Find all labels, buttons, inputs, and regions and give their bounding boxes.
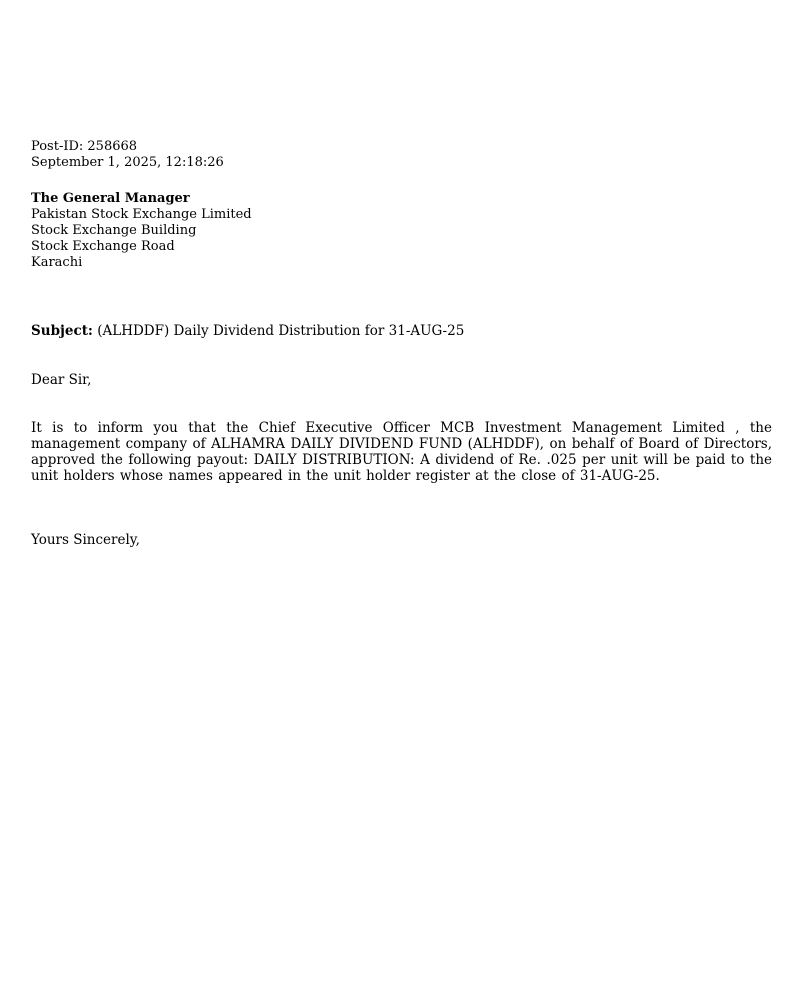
subject-line [31,323,772,340]
salutation: Dear Sir, [31,372,92,388]
closing: Yours Sincerely, [31,532,140,548]
body-paragraph: It is to inform you that the Chief Executive Officer MCB Investment Management Limited , the management company of ALHAMRA DAILY DIVIDEND FUND (ALHDDF), on behalf of Board of Directors, approved the following payout: DAILY DISTRIBUTION: A dividend of Re. .025 per unit will be paid to the unit holders whose names appeared in the unit holder register at the close of 31-AUG-25. [31,420,772,484]
recipient-address-line: Stock Exchange Building [31,223,197,238]
recipient-address-line: Pakistan Stock Exchange Limited [31,207,252,222]
subject-label: Subject: [31,323,93,339]
recipient-block [31,191,772,271]
subject-text: (ALHDDF) Daily Dividend Distribution for 31-AUG-25 [97,323,465,339]
recipient-address-line: Stock Exchange Road [31,239,175,254]
date-line: September 1, 2025, 12:18:26 [31,155,224,170]
recipient-name: The General Manager [31,191,190,206]
meta-block [31,139,772,171]
post-id-line: Post-ID: 258668 [31,139,138,154]
recipient-address-line: Karachi [31,255,83,270]
